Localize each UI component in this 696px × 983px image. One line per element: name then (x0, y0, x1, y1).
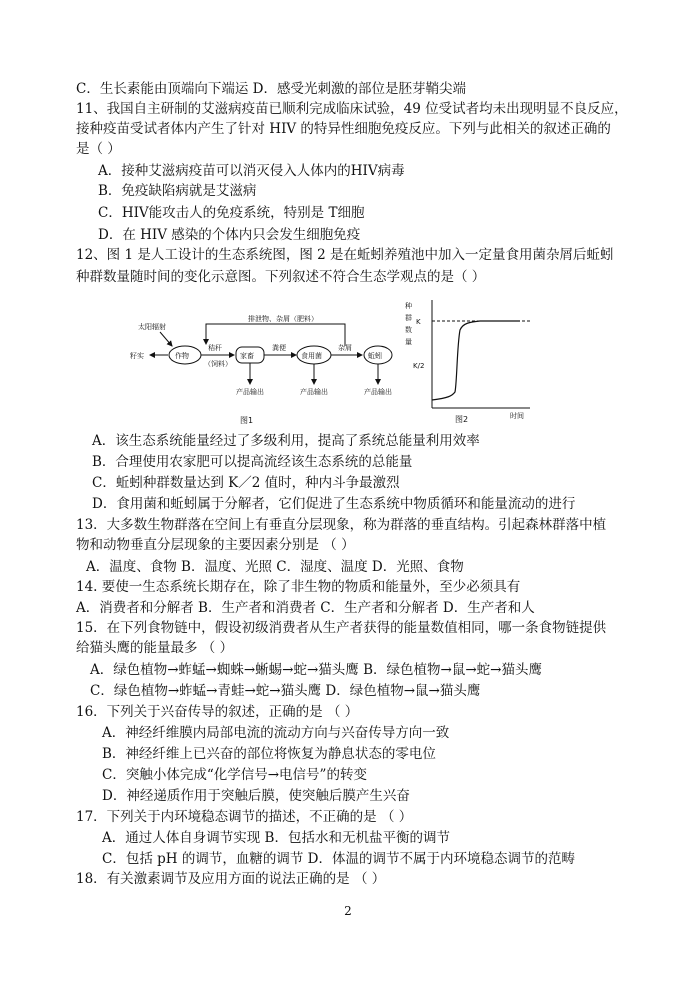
manure-label: 粪便 (272, 344, 286, 352)
option-line: B．免疫缺陷病就是艾滋病 (98, 183, 257, 199)
figure-1-caption: 图1 (240, 416, 254, 425)
y-label-char-3: 数 (405, 326, 412, 334)
crop-label: 作物 (175, 352, 189, 360)
option-line: A．消费者和分解者 B．生产者和消费者 C．生产者和分解者 D．生产者和人 (76, 600, 535, 616)
population-curve (432, 321, 520, 400)
output-label-3: 产品输出 (364, 388, 392, 396)
option-line: A．神经纤维膜内局部电流的流动方向与兴奋传导方向一致 (102, 725, 450, 741)
option-line: A．温度、食物 B．温度、光照 C．湿度、温度 D．光照、食物 (86, 559, 464, 575)
y-label-char-2: 群 (405, 314, 412, 322)
text-line: 给猫头鹰的能量最多 （ ） (76, 640, 234, 656)
option-line: D．在 HIV 感染的个体内只会发生细胞免疫 (98, 227, 361, 243)
k-label: K (416, 318, 421, 326)
text-line: 14. 要使一生态系统长期存在，除了非生物的物质和能量外，至少必须具有 (76, 579, 521, 595)
text-line: 16．下列关于兴奋传导的叙述，正确的是 （ ） (76, 704, 359, 720)
text-line: 种群数量随时间的变化示意图。下列叙述不符合生态学观点的是（ ） (76, 269, 486, 285)
option-line: C．突触小体完成“化学信号→电信号”的转变 (102, 767, 367, 783)
text-line: 12、图 1 是人工设计的生态系统图，图 2 是在蚯蚓养殖池中加入一定量食用菌杂屑后蚯蚓 (76, 247, 614, 263)
text-line: 物和动物垂直分层现象的主要因素分别是 （ ） (76, 537, 355, 553)
option-line: A．接种艾滋病疫苗可以消灭侵入人体内的HIV病毒 (98, 163, 405, 179)
option-line: C．HIV能攻击人的免疫系统，特别是 T细胞 (98, 205, 365, 221)
y-label-char-1: 种 (405, 302, 412, 310)
feed-label: （饲料） (204, 360, 232, 368)
text-line: 18．有关激素调节及应用方面的说法正确的是 （ ） (76, 871, 386, 887)
option-line: B．神经纤维上已兴奋的部位将恢复为静息状态的零电位 (102, 746, 436, 762)
y-label-char-4: 量 (405, 338, 412, 346)
x-label: 时间 (510, 412, 524, 420)
mushroom-label: 食用菌 (301, 352, 322, 360)
figure-1-diagram (130, 314, 392, 425)
text-line: 是（ ） (76, 141, 121, 157)
earthworm-label: 蚯蚓 (368, 352, 382, 360)
text-line: C．生长素能由顶端向下端运 D．感受光刺激的部位是胚芽鞘尖端 (76, 81, 466, 97)
option-line: B．合理使用农家肥可以提高流经该生态系统的总能量 (92, 454, 413, 470)
text-line: 接种疫苗受试者体内产生了针对 HIV 的特异性细胞免疫反应。下列与此相关的叙述正确的 (76, 121, 611, 137)
ecosystem-figure (130, 296, 540, 428)
figure-2-graph (405, 300, 530, 424)
seed-label: 籽实 (130, 352, 144, 360)
option-line: C．蚯蚓种群数量达到 K／2 值时，种内斗争最激烈 (92, 475, 400, 491)
debris-label: 杂屑 (338, 344, 352, 352)
k2-label: K/2 (413, 362, 425, 370)
page-number: 2 (344, 904, 352, 918)
output-label-1: 产品输出 (236, 388, 264, 396)
sun-label: 太阳辐射 (138, 323, 166, 331)
option-line: D．神经递质作用于突触后膜，使突触后膜产生兴奋 (102, 788, 410, 804)
figure-2-caption: 图2 (455, 415, 469, 424)
option-line: C．绿色植物→蚱蜢→青蛙→蛇→猫头鹰 D．绿色植物→鼠→猫头鹰 (90, 683, 481, 699)
option-line: A．该生态系统能量经过了多级利用，提高了系统总能量利用效率 (92, 433, 480, 449)
fertilizer-label: 排泄物、杂屑（肥料） (248, 315, 318, 323)
straw-label: 秸秆 (208, 344, 222, 352)
option-line: C．包括 pH 的调节，血糖的调节 D．体温的调节不属于内环境稳态调节的范畴 (102, 851, 575, 867)
text-line: 11、我国自主研制的艾滋病疫苗已顺利完成临床试验，49 位受试者均未出现明显不良反应， (76, 101, 628, 117)
text-line: 17．下列关于内环境稳态调节的描述，不正确的是 （ ） (76, 809, 413, 825)
text-line: 13．大多数生物群落在空间上有垂直分层现象，称为群落的垂直结构。引起森林群落中植 (76, 517, 607, 533)
output-label-2: 产品输出 (300, 388, 328, 396)
option-line: D．食用菌和蚯蚓属于分解者，它们促进了生态系统中物质循环和能量流动的进行 (92, 496, 576, 512)
option-line: A．绿色植物→蚱蜢→蜘蛛→蜥蜴→蛇→猫头鹰 B．绿色植物→鼠→蛇→猫头鹰 (90, 662, 542, 678)
livestock-label: 家畜 (240, 352, 254, 360)
text-line: 15．在下列食物链中，假设初级消费者从生产者获得的能量数值相同，哪一条食物链提供 (76, 620, 607, 636)
option-line: A．通过人体自身调节实现 B．包括水和无机盐平衡的调节 (102, 830, 450, 846)
